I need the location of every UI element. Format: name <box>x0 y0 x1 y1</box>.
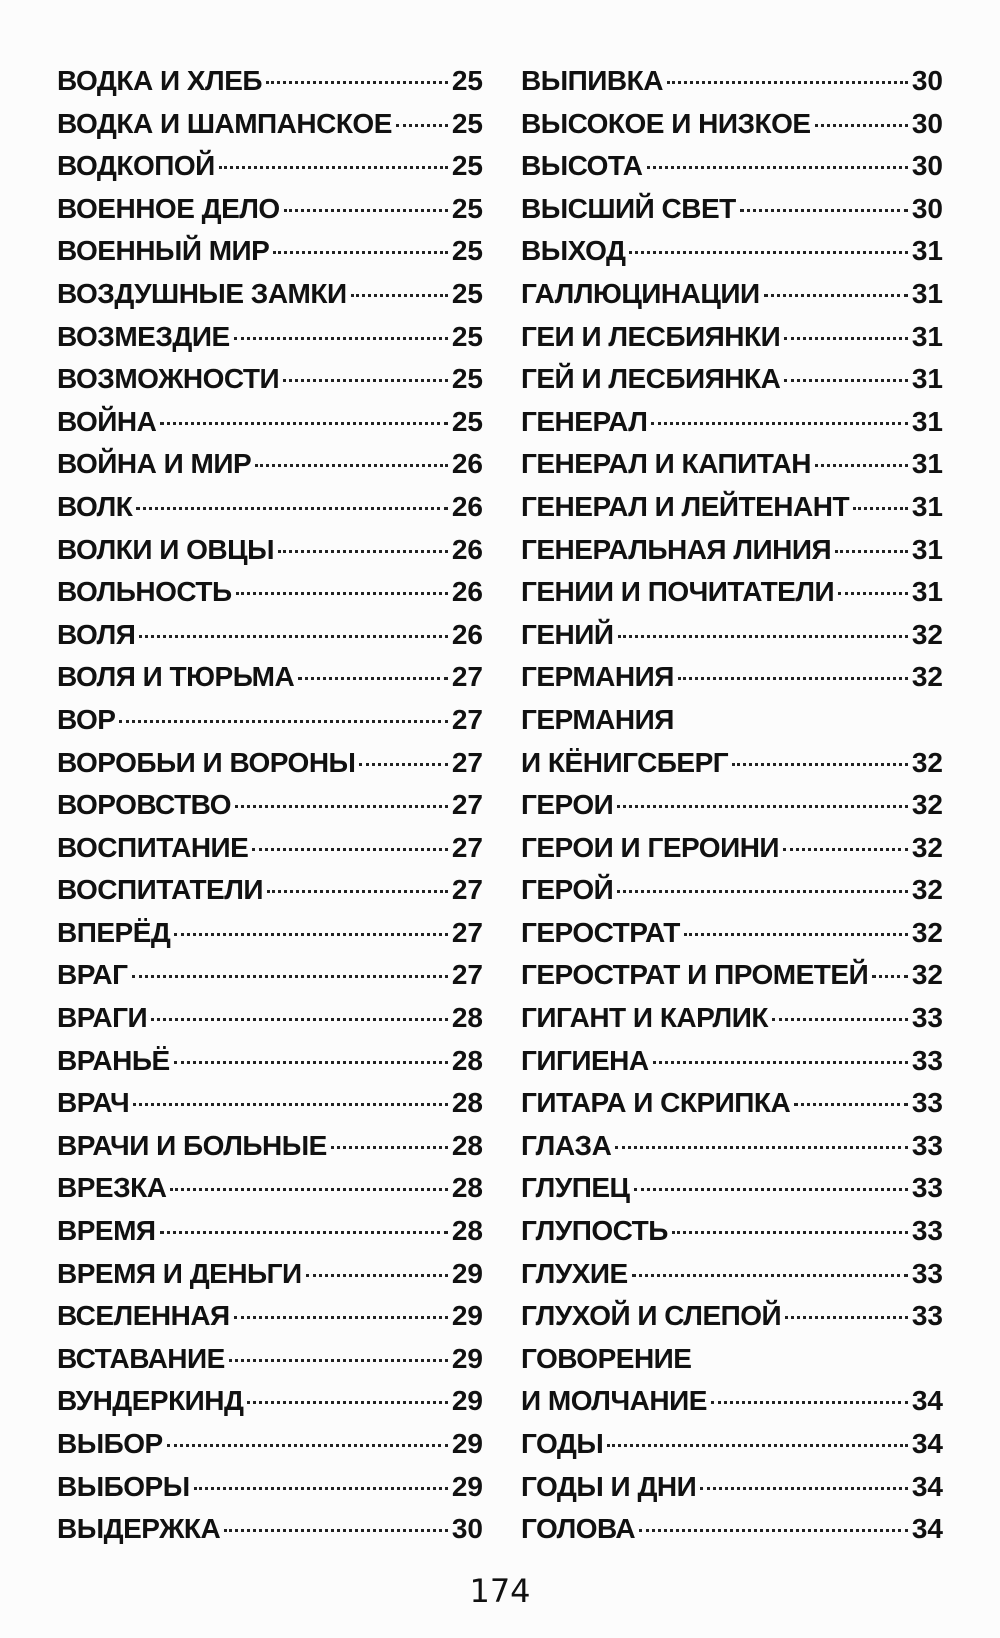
toc-entry-page: 26 <box>451 618 483 650</box>
toc-entry-title: ВЫХОД <box>521 235 626 267</box>
toc-entry <box>521 443 943 486</box>
dot-leader <box>617 890 908 893</box>
dot-leader <box>785 1316 908 1319</box>
toc-entry-title: ГЛУПОСТЬ <box>521 1215 668 1247</box>
toc-entry-title: ВОСПИТАНИЕ <box>57 831 249 863</box>
toc-entry <box>521 188 943 231</box>
toc-entry-page: 32 <box>911 661 943 693</box>
toc-entry <box>521 997 943 1040</box>
toc-entry-page: 25 <box>451 235 483 267</box>
toc-entry <box>521 827 943 870</box>
toc-entry <box>57 443 483 486</box>
toc-entry <box>521 571 943 614</box>
toc-entry-page: 32 <box>911 959 943 991</box>
toc-entry-page: 27 <box>451 703 483 735</box>
toc-entry-title: ВОЛЬНОСТЬ <box>57 576 232 608</box>
dot-leader <box>794 1103 908 1106</box>
toc-entry-title: И МОЛЧАНИЕ <box>521 1385 707 1417</box>
toc-entry-page: 31 <box>911 235 943 267</box>
toc-entry-title: ВОЕННОЕ ДЕЛО <box>57 192 280 224</box>
toc-entry <box>521 1423 943 1466</box>
toc-entry-title: ГИТАРА И СКРИПКА <box>521 1087 791 1119</box>
dot-leader <box>618 635 908 638</box>
dot-leader <box>160 1231 448 1234</box>
dot-leader <box>853 507 908 510</box>
toc-entry-title: ГЕНЕРАЛЬНАЯ ЛИНИЯ <box>521 533 832 565</box>
toc-entry-page: 28 <box>451 1215 483 1247</box>
toc-entry-page: 32 <box>911 831 943 863</box>
toc-entry <box>57 571 483 614</box>
toc-entry <box>521 1040 943 1083</box>
toc-entry-page: 30 <box>911 150 943 182</box>
toc-entry-title: ВОСПИТАТЕЛИ <box>57 874 263 906</box>
toc-entry-page: 34 <box>911 1428 943 1459</box>
toc-entry-page: 25 <box>451 320 483 352</box>
dot-leader <box>607 1444 908 1447</box>
toc-entry-title: ГАЛЛЮЦИНАЦИИ <box>521 277 760 309</box>
toc-entry-page: 26 <box>451 490 483 522</box>
dot-leader <box>678 677 908 680</box>
toc-entry <box>57 103 483 146</box>
toc-entry <box>57 699 483 742</box>
toc-entry-page: 32 <box>911 789 943 821</box>
dot-leader <box>617 805 908 808</box>
dot-leader <box>170 1188 447 1191</box>
toc-entry-title: ГЕЙ И ЛЕСБИЯНКА <box>521 363 781 395</box>
toc-entry-page: 26 <box>451 533 483 565</box>
dot-leader <box>815 464 908 467</box>
toc-entry-page: 31 <box>911 277 943 309</box>
toc-entry <box>57 742 483 785</box>
toc-entry-title: ВОДКОПОЙ <box>57 150 215 182</box>
dot-leader <box>229 1359 448 1362</box>
dot-leader <box>838 592 908 595</box>
dot-leader <box>396 124 448 127</box>
toc-entry-page: 27 <box>451 789 483 821</box>
dot-leader <box>651 422 907 425</box>
toc-entry-page: 29 <box>451 1428 483 1459</box>
toc-entry-page: 33 <box>911 1300 943 1332</box>
toc-entry <box>521 103 943 146</box>
toc-entry <box>521 60 943 103</box>
toc-entry <box>57 1253 483 1296</box>
toc-entry-page: 28 <box>451 1087 483 1119</box>
dot-leader <box>331 1146 448 1149</box>
toc-entry-page: 27 <box>451 959 483 991</box>
dot-leader <box>764 294 908 297</box>
toc-entry <box>57 486 483 529</box>
dot-leader <box>133 1103 448 1106</box>
dot-leader <box>273 251 447 254</box>
dot-leader <box>772 1018 908 1021</box>
dot-leader <box>174 933 447 936</box>
toc-entry <box>57 1082 483 1125</box>
toc-entry-page: 33 <box>911 1087 943 1119</box>
dot-leader <box>132 975 448 978</box>
toc-entry-page: 33 <box>911 1129 943 1161</box>
toc-entry <box>521 273 943 316</box>
toc-entry <box>57 273 483 316</box>
dot-leader <box>174 1061 448 1064</box>
dot-leader <box>684 933 908 936</box>
toc-entry-title: ВРАЧ <box>57 1087 130 1119</box>
toc-entry <box>521 529 943 572</box>
toc-entry <box>57 60 483 103</box>
toc-entry <box>57 401 483 444</box>
toc-entry-page: 28 <box>451 1129 483 1161</box>
toc-entry-page: 29 <box>451 1470 483 1502</box>
toc-entry-title: ВРЕМЯ И ДЕНЬГИ <box>57 1257 302 1289</box>
toc-entry-title: ГОДЫ И ДНИ <box>521 1470 697 1502</box>
toc-entry-title: ВЫБОРЫ <box>57 1470 190 1502</box>
toc-entry-page: 30 <box>911 192 943 224</box>
dot-leader <box>653 1061 908 1064</box>
toc-entry-page: 33 <box>911 1215 943 1247</box>
toc-entry <box>57 1508 483 1551</box>
toc-entry-page: 32 <box>911 746 943 778</box>
toc-entry <box>521 486 943 529</box>
toc-entry-page: 26 <box>451 576 483 608</box>
dot-leader <box>784 379 908 382</box>
toc-entry <box>521 954 943 997</box>
toc-entry-page: 25 <box>451 150 483 182</box>
dot-leader <box>252 848 447 851</box>
toc-entry-title: ГЛУХИЕ <box>521 1257 628 1289</box>
dot-leader <box>783 848 908 851</box>
toc-entry-page: 31 <box>911 405 943 437</box>
dot-leader <box>351 294 448 297</box>
toc-entry <box>57 656 483 699</box>
toc-entry-title: ГЕРОЙ <box>521 874 614 906</box>
toc-entry <box>57 869 483 912</box>
toc-entry-title: ВОЕННЫЙ МИР <box>57 235 270 267</box>
toc-entry-page: 27 <box>451 661 483 693</box>
toc-entry <box>521 614 943 657</box>
toc-entry <box>521 1167 943 1210</box>
toc-entry <box>57 1295 483 1338</box>
dot-leader <box>306 1274 448 1277</box>
toc-entry <box>57 954 483 997</box>
toc-entry-page: 32 <box>911 618 943 650</box>
toc-entry-title: ВУНДЕРКИНД <box>57 1385 244 1417</box>
toc-entry-title: ВРЕЗКА <box>57 1172 167 1204</box>
toc-entry-page: 32 <box>911 874 943 906</box>
toc-entry-title: ВОЗМОЖНОСТИ <box>57 363 280 395</box>
toc-entry-page: 33 <box>911 1172 943 1204</box>
toc-entry-title: ГЛУПЕЦ <box>521 1172 630 1204</box>
toc-entry <box>521 1210 943 1253</box>
toc-entry-page: 27 <box>451 916 483 948</box>
toc-entry-title: ВОЙНА <box>57 405 157 437</box>
toc-entry-title: И КЁНИГСБЕРГ <box>521 746 729 778</box>
dot-leader <box>667 81 908 84</box>
toc-entry <box>57 316 483 359</box>
toc-entry <box>521 1380 943 1423</box>
toc-entry-title: ВРАГ <box>57 959 128 991</box>
toc-entry-title: ГЕНЕРАЛ И ЛЕЙТЕНАНТ <box>521 490 850 522</box>
toc-entry-page: 29 <box>451 1257 483 1289</box>
toc-entry <box>521 401 943 444</box>
toc-entry-page: 29 <box>451 1300 483 1332</box>
toc-entry-title: ГЕИ И ЛЕСБИЯНКИ <box>521 320 781 352</box>
toc-entry-page: 31 <box>911 533 943 565</box>
toc-entry <box>57 912 483 955</box>
dot-leader <box>359 763 447 766</box>
toc-entry-title: ГОВОРЕНИЕ <box>521 1342 692 1374</box>
toc-entry-page: 31 <box>911 363 943 395</box>
dot-leader <box>151 1018 448 1021</box>
toc-entry <box>57 1167 483 1210</box>
toc-entry <box>521 1125 943 1168</box>
dot-leader <box>267 890 448 893</box>
toc-entry-title: ГЕНИЙ <box>521 618 614 650</box>
toc-entry-title: ГЕРОИ <box>521 789 614 821</box>
toc-entry-title: ВОР <box>57 703 116 735</box>
toc-entry-title: ГИГАНТ И КАРЛИК <box>521 1002 768 1034</box>
toc-entry-page: 28 <box>451 1044 483 1076</box>
toc-entry-title: ВЫБОР <box>57 1428 163 1459</box>
toc-entry-title: ВЫСОТА <box>521 150 643 182</box>
toc-entry-page: 27 <box>451 746 483 778</box>
dot-leader <box>234 337 448 340</box>
dot-leader <box>224 1529 448 1532</box>
toc-entry-page: 25 <box>451 405 483 437</box>
toc-entry-title: ВСЕЛЕННАЯ <box>57 1300 230 1332</box>
toc-entry <box>521 358 943 401</box>
toc-entry-title: ВОЛЯ <box>57 618 136 650</box>
toc-column-right <box>521 60 943 1551</box>
toc-entry <box>521 145 943 188</box>
toc-entry <box>57 1210 483 1253</box>
toc-entry-page: 29 <box>451 1385 483 1417</box>
toc-entry-page: 32 <box>911 916 943 948</box>
toc-entry-title: ВОДКА И ШАМПАНСКОЕ <box>57 107 392 139</box>
toc-entry-title: ВОЛЯ И ТЮРЬМА <box>57 661 295 693</box>
toc-entry <box>57 1423 483 1466</box>
toc-entry <box>57 784 483 827</box>
toc-entry-title: ВЫСШИЙ СВЕТ <box>521 192 736 224</box>
dot-leader <box>194 1487 448 1490</box>
toc-entry-title: ВЫСОКОЕ И НИЗКОЕ <box>521 107 811 139</box>
dot-leader <box>784 337 908 340</box>
toc-entry <box>57 358 483 401</box>
dot-leader <box>815 124 908 127</box>
toc-entry-page: 33 <box>911 1257 943 1289</box>
toc-column-left <box>57 60 483 1551</box>
dot-leader <box>119 720 447 723</box>
toc-entry <box>521 869 943 912</box>
toc-entry-title: ГЕРОСТРАТ И ПРОМЕТЕЙ <box>521 959 869 991</box>
dot-leader <box>247 1401 447 1404</box>
toc-entry <box>521 1466 943 1509</box>
toc-entry-page: 26 <box>451 448 483 480</box>
toc-entry <box>57 1466 483 1509</box>
toc-entry <box>521 784 943 827</box>
dot-leader <box>136 507 448 510</box>
toc-entry-title: ГЕНЕРАЛ <box>521 405 648 437</box>
toc-entry <box>521 1082 943 1125</box>
toc-entry <box>521 1253 943 1296</box>
toc-entry-title: ГЕРОСТРАТ <box>521 916 680 948</box>
dot-leader <box>700 1487 908 1490</box>
dot-leader <box>266 81 448 84</box>
toc-entry-page: 27 <box>451 874 483 906</box>
toc-entry <box>57 997 483 1040</box>
toc-entry-page: 34 <box>911 1470 943 1502</box>
toc-entry-page: 28 <box>451 1172 483 1204</box>
dot-leader <box>639 1529 908 1532</box>
toc-entry-title: ВОРОБЬИ И ВОРОНЫ <box>57 746 356 778</box>
toc-entry <box>57 145 483 188</box>
toc-entry <box>57 1380 483 1423</box>
toc-entry-page: 30 <box>911 107 943 139</box>
toc-entry-title: ВОЗДУШНЫЕ ЗАМКИ <box>57 277 347 309</box>
toc-entry-page: 25 <box>451 363 483 395</box>
page-number: 174 <box>469 1572 531 1610</box>
dot-leader <box>632 1274 908 1277</box>
toc-entry-page: 33 <box>911 1002 943 1034</box>
dot-leader <box>634 1188 908 1191</box>
dot-leader <box>672 1231 908 1234</box>
dot-leader <box>284 209 448 212</box>
toc-entry <box>57 529 483 572</box>
toc-entry-title: ВРЕМЯ <box>57 1215 156 1247</box>
dot-leader <box>234 1316 448 1319</box>
dot-leader <box>167 1444 448 1447</box>
toc-entry <box>521 1338 943 1381</box>
toc-entry-title: ГОЛОВА <box>521 1513 636 1545</box>
dot-leader <box>236 592 448 595</box>
toc-entry <box>521 742 943 785</box>
toc-entry <box>57 1125 483 1168</box>
toc-entry-page: 31 <box>911 576 943 608</box>
dot-leader <box>219 166 448 169</box>
toc-entry-title: ГОДЫ <box>521 1428 604 1459</box>
toc-entry-page: 31 <box>911 490 943 522</box>
toc-entry <box>57 614 483 657</box>
toc-entry-title: ГИГИЕНА <box>521 1044 649 1076</box>
toc-entry-page: 31 <box>911 448 943 480</box>
toc-entry-page: 27 <box>451 831 483 863</box>
dot-leader <box>283 379 448 382</box>
toc-entry <box>57 1338 483 1381</box>
dot-leader <box>298 677 448 680</box>
toc-entry-page: 30 <box>911 65 943 96</box>
toc-entry <box>521 1295 943 1338</box>
toc-entry-title: ВОДКА И ХЛЕБ <box>57 65 262 96</box>
toc-entry-title: ВРАЧИ И БОЛЬНЫЕ <box>57 1129 327 1161</box>
toc-entry-page: 30 <box>451 1513 483 1545</box>
toc-entry-title: ГЕРОИ И ГЕРОИНИ <box>521 831 780 863</box>
toc-entry-title: ВЫПИВКА <box>521 65 663 96</box>
toc-entry <box>57 230 483 273</box>
dot-leader <box>647 166 908 169</box>
dot-leader <box>278 550 448 553</box>
toc-entry-page: 31 <box>911 320 943 352</box>
dot-leader <box>835 550 908 553</box>
dot-leader <box>732 763 908 766</box>
dot-leader <box>872 975 908 978</box>
dot-leader <box>255 464 448 467</box>
toc-entry <box>521 316 943 359</box>
dot-leader <box>235 805 448 808</box>
toc-entry-page: 25 <box>451 65 483 96</box>
toc-entry <box>521 1508 943 1551</box>
toc-entry-title: ВРАГИ <box>57 1002 148 1034</box>
toc-entry-title: ВОЛКИ И ОВЦЫ <box>57 533 275 565</box>
toc-entry-page: 25 <box>451 192 483 224</box>
toc-entry <box>57 827 483 870</box>
toc-entry-page: 34 <box>911 1385 943 1417</box>
dot-leader <box>740 209 908 212</box>
toc-entry-title: ВПЕРЁД <box>57 916 171 948</box>
dot-leader <box>615 1146 908 1149</box>
toc-entry <box>521 699 943 742</box>
toc-entry-title: ГЕРМАНИЯ <box>521 661 674 693</box>
dot-leader <box>139 635 447 638</box>
dot-leader <box>629 251 907 254</box>
dot-leader <box>711 1401 908 1404</box>
toc-entry <box>521 656 943 699</box>
toc-entry-title: ВОРОВСТВО <box>57 789 231 821</box>
toc-entry-title: ВРАНЬЁ <box>57 1044 170 1076</box>
toc-entry-title: ГЛАЗА <box>521 1129 612 1161</box>
toc-entry-title: ГЕРМАНИЯ <box>521 703 674 735</box>
toc-entry-title: ВОЙНА И МИР <box>57 448 252 480</box>
toc-entry-page: 25 <box>451 107 483 139</box>
toc-entry <box>521 230 943 273</box>
toc-entry-title: ГЕНИИ И ПОЧИТАТЕЛИ <box>521 576 835 608</box>
toc-entry-title: ВСТАВАНИЕ <box>57 1342 225 1374</box>
toc-entry-title: ГЕНЕРАЛ И КАПИТАН <box>521 448 812 480</box>
toc-entry-page: 28 <box>451 1002 483 1034</box>
toc-entry-page: 25 <box>451 277 483 309</box>
toc-entry <box>57 1040 483 1083</box>
toc-entry-page: 34 <box>911 1513 943 1545</box>
toc-entry <box>521 912 943 955</box>
toc-entry-title: ВОЗМЕЗДИЕ <box>57 320 230 352</box>
toc-entry-page: 33 <box>911 1044 943 1076</box>
toc-entry <box>57 188 483 231</box>
toc-entry-title: ВЫДЕРЖКА <box>57 1513 221 1545</box>
toc-entry-title: ГЛУХОЙ И СЛЕПОЙ <box>521 1300 782 1332</box>
toc-entry-page: 29 <box>451 1342 483 1374</box>
toc-entry-title: ВОЛК <box>57 490 133 522</box>
dot-leader <box>160 422 447 425</box>
